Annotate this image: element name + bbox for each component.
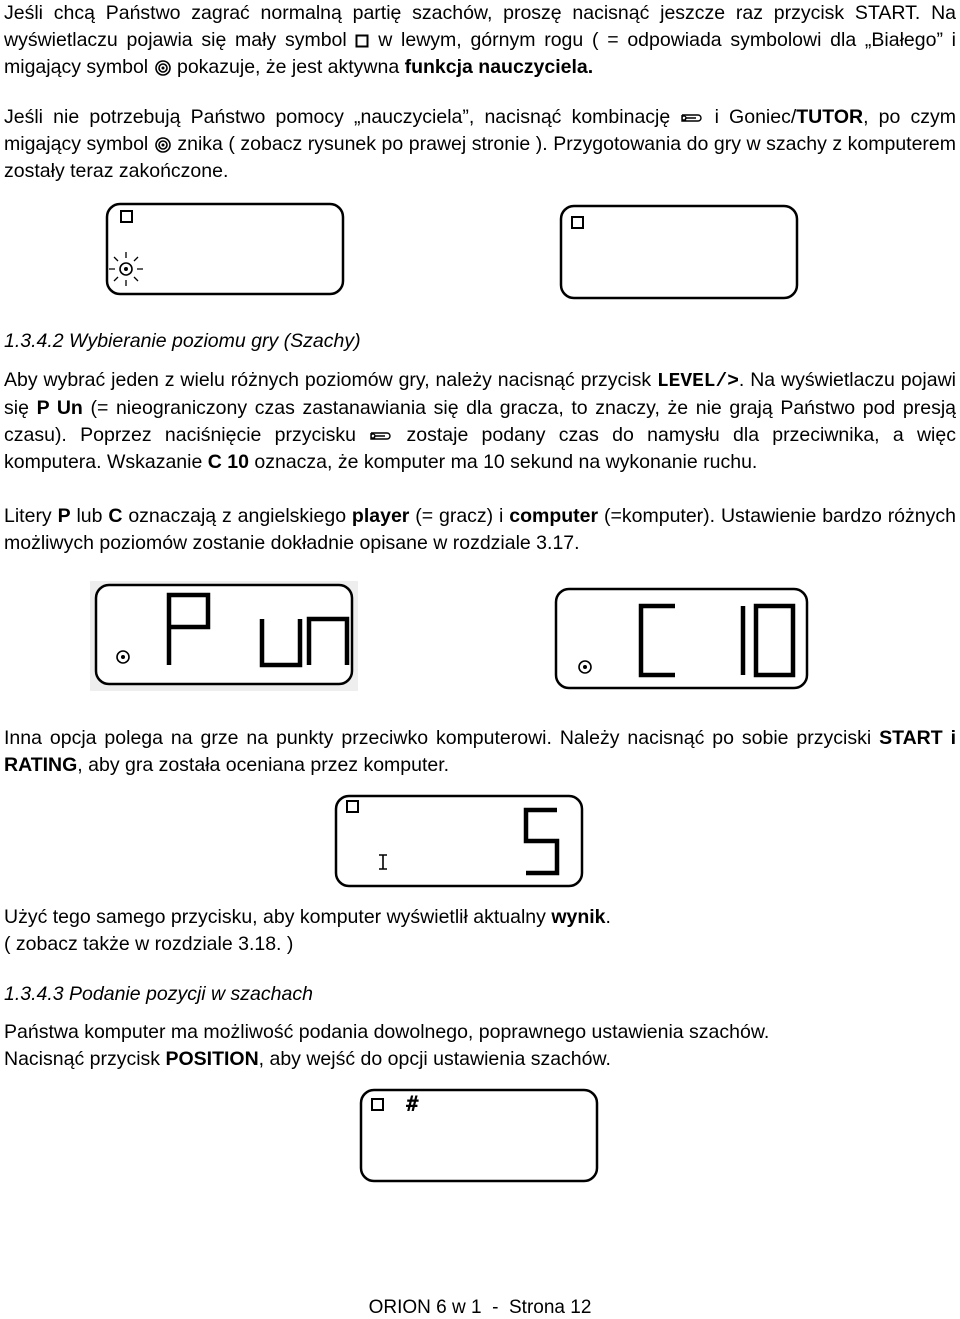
lcd-display-position [358,1087,600,1185]
page-footer: ORION 6 w 1 - Strona 12 [368,1297,592,1318]
target-icon [154,59,172,77]
position-paragraph: Państwa komputer ma możliwość podania dowolnego, poprawnego ustawienia szachów. Nacisnąć przycisk POSITION, aby wejść do opcji ustawienia szachów. [4,1021,770,1070]
blink-target-icon [109,252,143,286]
target-icon [154,136,172,154]
see-also-note: ( zobacz także w rozdziale 3.18. ) [4,933,294,955]
letters-paragraph: Litery P lub C oznaczają z angielskiego player (= gracz) i computer (=komputer). Ustawienie bardzo różnych możliwych poziomów zostanie dokładnie opisane w rozdziale 3.17. [4,505,956,554]
square-icon [121,211,132,222]
rating-paragraph: Inna opcja polega na grze na punkty przeciwko komputerowi. Należy nacisnąć po sobie przyciski START i RATING, aby gra została oceniana przez komputer. [4,727,957,776]
level-paragraph: Aby wybrać jeden z wielu różnych poziomów gry, należy nacisnąć przycisk LEVEL/>. Na wyświetlaczu pojawi się P Un (= nieograniczony czas zastanawiania się dla gracza, to znaczy, że nie grają Państwo pod presją czasu). Poprzez naciśnięcie przycisku zostaje podany czas do namysłu dla przeciwnika, a więc komputera. Wskazanie C 10 oznacza, że komputer ma 10 sekund na wykonanie ruchu. [4,369,956,473]
lcd-display-c10 [553,586,810,694]
square-icon [572,217,583,228]
square-icon [355,34,369,48]
score-paragraph: Użyć tego samego przycisku, aby komputer wyświetlił aktualny wynik. [4,906,611,928]
section-heading-position: 1.3.4.3 Podanie pozycji w szachach [4,983,313,1005]
intro-paragraph: Jeśli chcą Państwo zagrać normalną partię szachów, proszę nacisnąć jeszcze raz przycisk START. Na wyświetlaczu pojawia się mały symbol w lewym, górnym rogu ( = odpowiada symbolowi dla „Białego” i migający symbol pokazuje, że jest aktywna funkcja nauczyciela. [4,2,957,78]
lcd-display-tutor-on [104,200,348,300]
hand-icon [680,111,704,125]
lcd-display-score [333,793,585,890]
lcd-display-pun [90,581,358,691]
hand-icon [369,429,393,443]
position-symbol: # [406,1092,419,1116]
tutor-paragraph: Jeśli nie potrzebują Państwo pomocy „nauczyciela”, nacisnąć kombinację i Goniec/TUTOR, po czym migający symbol znika ( zobacz rysunek po prawej stronie ). Przygotowania do gry w szachy z komputerem zostały teraz zakończone. [4,106,957,182]
section-heading-level: 1.3.4.2 Wybieranie poziomu gry (Szachy) [4,330,361,352]
lcd-display-tutor-off [558,202,802,302]
